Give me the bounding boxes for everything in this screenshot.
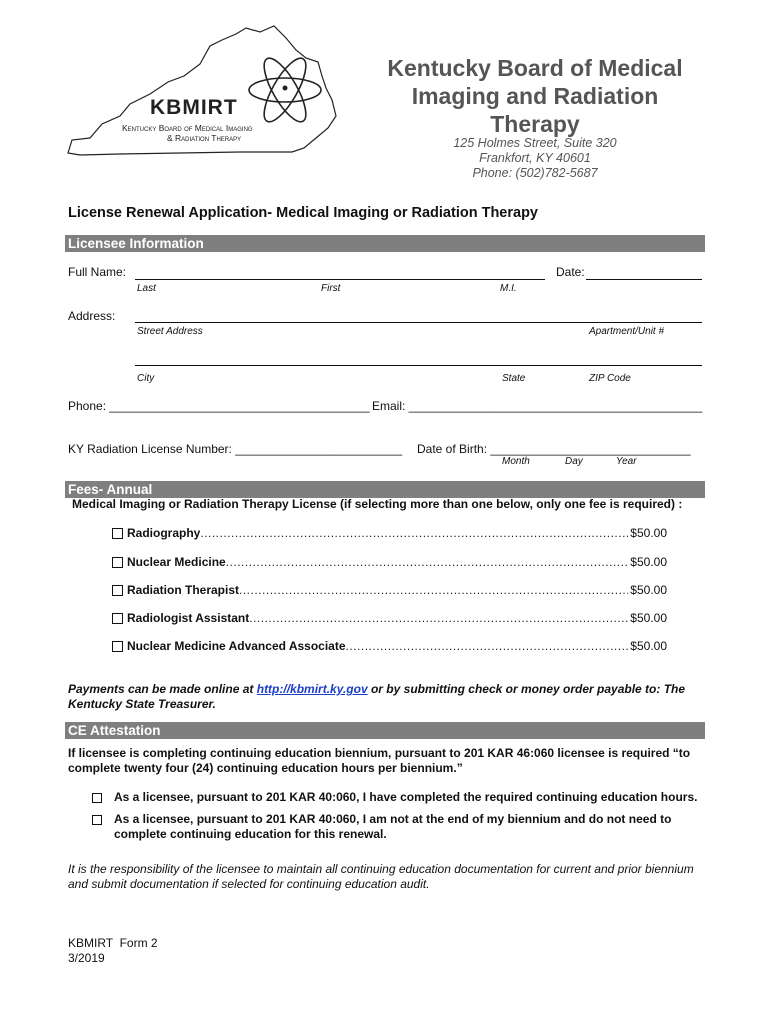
footer [68, 936, 158, 966]
logo-line2: & Radiation Therapy [167, 133, 242, 143]
date-field[interactable] [586, 278, 702, 280]
address-line2: Frankfort, KY 40601 [479, 151, 591, 165]
payment-post: or by submitting check or money order payable to: The Kentucky State Treasurer. [68, 682, 686, 711]
license-number-field[interactable]: KY Radiation License Number: _________________________ [68, 442, 403, 456]
checkbox[interactable] [112, 585, 123, 596]
kbmirt-link[interactable]: http://kbmirt.ky.gov [256, 682, 368, 696]
mi-caption: M.I. [500, 283, 517, 294]
fee-price: $50.00 [630, 526, 667, 540]
fee-option-nm-advanced-associate[interactable] [112, 639, 667, 653]
day-caption: Day [565, 456, 583, 467]
fee-price: $50.00 [630, 611, 667, 625]
city-state-zip-field[interactable] [135, 364, 702, 366]
fee-price: $50.00 [630, 555, 667, 569]
checkbox[interactable] [112, 613, 123, 624]
address-line1: 125 Holmes Street, Suite 320 [453, 136, 617, 150]
fee-option-nuclear-medicine[interactable] [112, 555, 667, 569]
phone-field[interactable]: Phone: _______________________________________ [68, 399, 370, 413]
full-name-label: Full Name: [68, 265, 127, 279]
org-name: Kentucky Board of Medical Imaging and Radiation Therapy [387, 55, 683, 137]
kentucky-map-icon [60, 20, 350, 165]
ce-option-text: As a licensee, pursuant to 201 KAR 40:060, I have completed the required continuing education hours. [114, 790, 698, 804]
address-label: Address: [68, 309, 116, 323]
full-name-field[interactable] [135, 278, 545, 280]
section-ce: CE Attestation [65, 722, 705, 739]
form-date: 3/2019 [68, 951, 105, 965]
first-caption: First [321, 283, 341, 294]
fee-option-radiation-therapist[interactable] [112, 583, 667, 597]
ce-intro: If licensee is completing continuing education biennium, pursuant to 201 KAR 46:060 licensee is required “to complete twenty four (24) continuing education hours per biennium.” [68, 746, 691, 775]
fee-name: Radiation Therapist [127, 583, 240, 597]
checkbox[interactable] [112, 528, 123, 539]
fee-name: Radiologist Assistant [127, 611, 250, 625]
dob-field[interactable]: Date of Birth: ______________________________ [417, 442, 691, 456]
logo-line1: Kentucky Board of Medical Imaging [122, 123, 253, 133]
checkbox[interactable] [92, 815, 102, 825]
checkbox[interactable] [112, 641, 123, 652]
logo-text [92, 96, 292, 143]
month-caption: Month [502, 456, 530, 467]
fees-subtitle: Medical Imaging or Radiation Therapy License (if selecting more than one below, only one fee is required) : [72, 497, 683, 511]
last-caption: Last [137, 283, 156, 294]
checkbox[interactable] [112, 557, 123, 568]
logo-acronym: KBMIRT [150, 96, 238, 119]
apt-caption: Apartment/Unit # [589, 326, 665, 337]
fee-name: Nuclear Medicine [127, 555, 226, 569]
year-caption: Year [616, 456, 637, 467]
org-address [400, 136, 670, 181]
fee-option-radiography[interactable] [112, 526, 667, 540]
fee-name: Radiography [127, 526, 201, 540]
payment-note [68, 682, 698, 712]
fee-price: $50.00 [630, 639, 667, 653]
form-title: License Renewal Application- Medical Imaging or Radiation Therapy [68, 205, 538, 221]
ce-option-text: As a licensee, pursuant to 201 KAR 40:060, I am not at the end of my biennium and do not need to complete continuing education for this renewal. [114, 812, 672, 841]
zip-caption: ZIP Code [589, 373, 631, 384]
fee-price: $50.00 [630, 583, 667, 597]
fee-name: Nuclear Medicine Advanced Associate [127, 639, 346, 653]
street-field[interactable] [135, 321, 702, 323]
checkbox[interactable] [92, 793, 102, 803]
email-field[interactable]: Email: ____________________________________________ [372, 399, 703, 413]
street-caption: Street Address [137, 326, 203, 337]
ce-option-not-end[interactable] [92, 812, 712, 842]
section-fees: Fees- Annual [65, 481, 705, 498]
state-caption: State [502, 373, 526, 384]
ce-option-completed[interactable] [92, 790, 712, 805]
city-caption: City [137, 373, 155, 384]
fee-option-radiologist-assistant[interactable] [112, 611, 667, 625]
org-phone: Phone: (502)782-5687 [472, 166, 598, 180]
form-number: KBMIRT Form 2 [68, 936, 158, 950]
ce-responsibility-note: It is the responsibility of the licensee to maintain all continuing education documentation for current and prior biennium and submit documentation if selected for continuing education audit. [68, 862, 694, 891]
payment-pre: Payments can be made online at [68, 682, 257, 696]
section-licensee: Licensee Information [65, 235, 705, 252]
date-label: Date: [556, 265, 585, 279]
